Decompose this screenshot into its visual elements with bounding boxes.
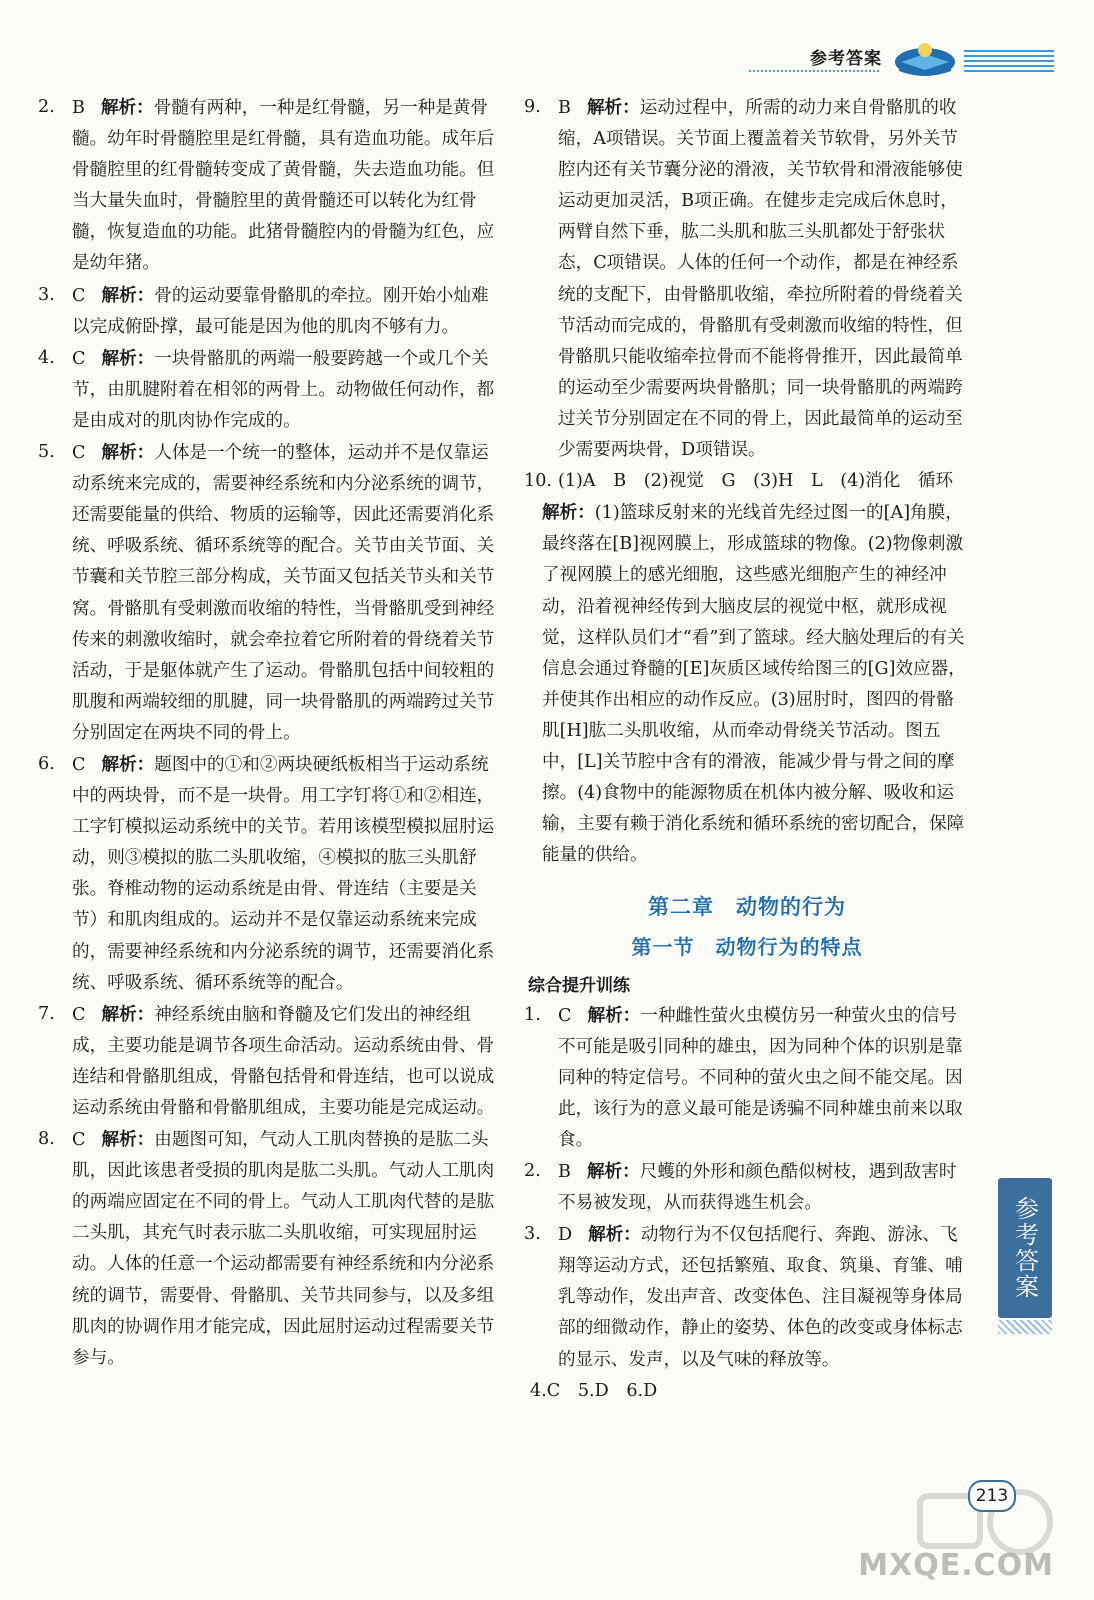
analysis-label: 解析： xyxy=(542,502,595,524)
item-number: 7. xyxy=(38,1003,55,1024)
left-column xyxy=(38,92,496,1374)
item-number: 4. xyxy=(38,347,55,368)
item-answer: D xyxy=(558,1225,573,1246)
answer-item xyxy=(38,749,496,999)
item-number: 3. xyxy=(524,1224,541,1245)
item-number: 3. xyxy=(38,284,55,305)
item-number: 2. xyxy=(38,97,55,117)
analysis-label: 解析： xyxy=(101,753,155,775)
header-title: 参考答案 xyxy=(810,49,882,69)
analysis-text: 题图中的①和②两块硬纸板相当于运动系统中的两块骨，而不是一块骨。用工字钉将①和②相连，工字钉模拟运动系统中的关节。若用该模型模拟屈肘运动，则③模拟的肱二头肌收缩，④模拟的肱三头肌舒张。脊椎动物的运动系统是由骨、骨连结（主要是关节）和肌肉组成的。运动并不是仅靠运动系统来完成的，需要神经系统和内分泌系统的调节，还需要消化系统、呼吸系统、循环系统等的配合。 xyxy=(72,754,495,993)
item-answer: C xyxy=(72,348,86,369)
analysis-text: 动物行为不仅包括爬行、奔跑、游泳、飞翔等运动方式，还包括繁殖、取食、筑巢、育雏、哺乳等动作，发出声音、改变体色、注目凝视等身体局部的细微动作，静止的姿势、体色的改变或身体标志的显示、发声，以及气味的释放等。 xyxy=(558,1225,963,1370)
answer-item xyxy=(524,466,970,497)
item-answer: C xyxy=(72,754,86,775)
side-tab-answers: 参考答案 xyxy=(998,1178,1052,1318)
analysis-label: 解析： xyxy=(101,1129,155,1151)
analysis-text: (1)篮球反射来的光线首先经过图一的[A]角膜，最终落在[B]视网膜上，形成篮球的物像。(2)物像刺激了视网膜上的感光细胞，这些感光细胞产生的神经冲动，沿着视神经传到大脑皮层的视觉中枢，就形成视觉，这样队员们才“看”到了篮球。经大脑处理后的有关信息会通过脊髓的[E]灰质区域传给图三的[G]效应器，并使其作出相应的动作反应。(3)屈肘时，图四的骨骼肌[H]肱二头肌收缩，从而牵动骨绕关节活动。图五中，[L]关节腔中含有的滑液，能减少骨与骨之间的摩擦。(4)食物中的能源物质在机体内被分解、吸收和运输，主要有赖于消化系统和循环系统的密切配合，保障能量的供给。 xyxy=(542,503,966,866)
item-number: 5. xyxy=(38,442,55,463)
section-title: 第一节 动物行为的特点 xyxy=(631,935,863,960)
item-number: 8. xyxy=(38,1129,55,1150)
item-number: 6. xyxy=(38,753,55,774)
analysis-label: 解析： xyxy=(101,442,155,464)
answer-item xyxy=(38,437,496,749)
page-header xyxy=(754,40,1054,80)
analysis-text: 人体是一个统一的整体，运动并不是仅靠运动系统来完成的，需要神经系统和内分泌系统的调节，还需要能量的供给、物质的运输等，因此还需要消化系统、呼吸系统、循环系统等的配合。关节由关节面、关节囊和关节腔三部分构成，关节面又包括关节头和关节窝。骨骼肌有受刺激而收缩的特性，当骨骼肌受到神经传来的刺激收缩时，就会牵拉着它所附着的骨绕着关节活动，于是躯体就产生了运动。骨骼肌包括中间较粗的肌腹和两端较细的肌腱，同一块骨骼肌的两端跨过关节分别固定在两块不同的骨上。 xyxy=(72,443,495,743)
analysis-text: 骨的运动要靠骨骼肌的牵拉。刚开始小灿难以完成俯卧撑，最可能是因为他的肌肉不够有力。 xyxy=(72,285,489,337)
answer-item xyxy=(38,92,496,280)
analysis-label: 解析： xyxy=(588,1224,641,1246)
book-logo-icon xyxy=(891,40,959,78)
analysis-paragraph xyxy=(524,497,970,871)
analysis-label: 解析： xyxy=(101,284,155,306)
answer-item xyxy=(38,280,496,343)
header-dotted-line xyxy=(749,70,879,72)
analysis-label: 解析： xyxy=(100,97,154,118)
analysis-text: 神经系统由脑和脊髓及它们发出的神经组成，主要功能是调节各项生命活动。运动系统由骨、骨连结和骨骼肌组成，骨骼包括骨和骨连结，也可以说成运动系统由骨骼和骨骼肌组成，主要功能是完成运动。 xyxy=(72,1004,495,1118)
answer-item xyxy=(524,1000,970,1156)
side-tab-stripes xyxy=(998,1320,1052,1334)
item-answer: C xyxy=(558,1005,572,1026)
analysis-text: 尺蠖的外形和颜色酷似树枝，遇到敌害时不易被发现，从而获得逃生机会。 xyxy=(558,1162,957,1214)
item-answer: C xyxy=(72,285,86,306)
item-number: 10. xyxy=(524,471,552,492)
item-answer: B xyxy=(558,98,571,118)
analysis-text: 一块骨骼肌的两端一般要跨越一个或几个关节，由肌腱附着在相邻的两骨上。动物做任何动作，都是由成对的肌肉协作完成的。 xyxy=(72,348,495,431)
item-number: 2. xyxy=(524,1161,541,1181)
right-column xyxy=(524,92,970,1407)
analysis-label: 解析： xyxy=(586,1161,640,1182)
item-answer: B xyxy=(558,1162,571,1182)
short-answers: 4.C 5.D 6.D xyxy=(530,1380,658,1401)
analysis-label: 解析： xyxy=(587,1004,641,1026)
item-number: 1. xyxy=(524,1004,541,1025)
answer-item xyxy=(38,343,496,437)
header-stripes xyxy=(964,50,1054,72)
answer-item xyxy=(38,1124,496,1374)
item-number: 9. xyxy=(524,97,541,117)
analysis-text: 一种雌性萤火虫模仿另一种萤火虫的信号不可能是吸引同种的雄虫，因为同种个体的识别是靠同种的特定信号。不同种的萤火虫之间不能交尾。因此，该行为的意义最可能是诱骗不同种雄虫前来以取食。 xyxy=(558,1005,963,1150)
analysis-text: 由题图可知，气动人工肌肉替换的是肱二头肌，因此该患者受损的肌肉是肱二头肌。气动人工肌肉的两端应固定在不同的骨上。气动人工肌肉代替的是肱二头肌，其充气时表示肱二头肌收缩，可实现屈肘运动。人体的任意一个运动都需要有神经系统和内分泌系统的调节，需要骨、骨骼肌、关节共同参与，以及多组肌肉的协调作用才能完成，因此屈肘运动过程需要关节参与。 xyxy=(72,1130,495,1368)
analysis-text: 骨髓有两种，一种是红骨髓，另一种是黄骨髓。幼年时骨髓腔里是红骨髓，具有造血功能。成年后骨髓腔里的红骨髓转变成了黄骨髓，失去造血功能。但当大量失血时，骨髓腔里的黄骨髓还可以转化为红骨髓，恢复造血的功能。此猪骨髓腔内的骨髓为红色，应是幼年猪。 xyxy=(72,98,495,274)
answer-item xyxy=(524,1219,970,1375)
analysis-label: 解析： xyxy=(586,97,640,118)
item-answer: C xyxy=(72,1130,86,1151)
answer-item xyxy=(38,999,496,1124)
chapter-title: 第二章 动物的行为 xyxy=(648,894,846,920)
analysis-label: 解析： xyxy=(101,347,155,369)
subsection-title: 综合提升训练 xyxy=(528,975,630,996)
answer-item xyxy=(524,92,970,466)
item-answer: B xyxy=(72,98,85,118)
page-number: 213 xyxy=(968,1480,1016,1512)
watermark-text: MXQE.COM xyxy=(858,1548,1054,1583)
analysis-label: 解析： xyxy=(101,1003,155,1025)
item-answer: C xyxy=(72,1004,86,1025)
item-answer: C xyxy=(72,443,86,464)
item-answer-text: (1)A B (2)视觉 G (3)H L (4)消化 循环 xyxy=(558,471,954,492)
analysis-text: 运动过程中，所需的动力来自骨骼肌的收缩，A项错误。关节面上覆盖着关节软骨，另外关节腔内还有关节囊分泌的滑液，关节软骨和滑液能够使运动更加灵活，B项正确。在健步走完成后休息时，两臂自然下垂，肱二头肌和肱三头肌都处于舒张状态，C项错误。人体的任何一个动作，都是在神经系统的支配下，由骨骼肌收缩，牵拉所附着的骨绕着关节活动而完成的，骨骼肌有受刺激而收缩的特性，但骨骼肌只能收缩牵拉骨而不能将骨推开，因此最简单的运动至少需要两块骨骼肌；同一块骨骼肌的两端跨过关节分别固定在不同的骨上，因此最简单的运动至少需要两块骨，D项错误。 xyxy=(558,98,963,461)
answer-item xyxy=(524,1156,970,1219)
